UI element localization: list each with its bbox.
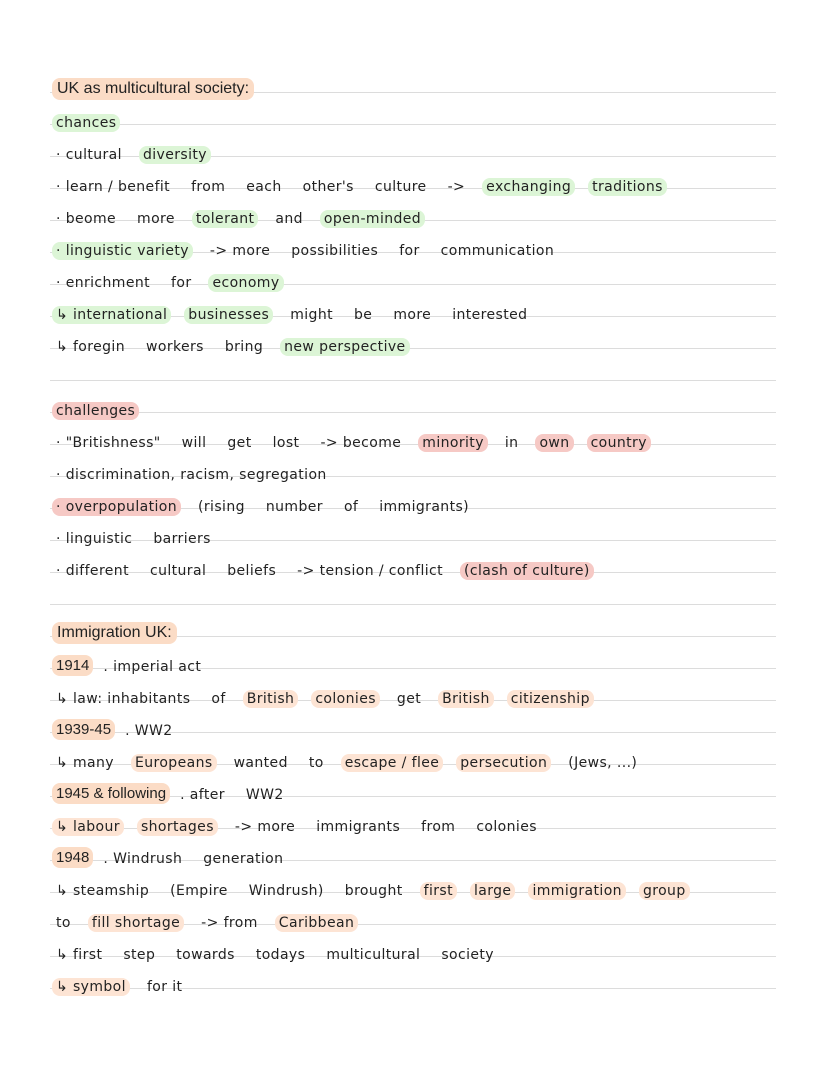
note-text: for <box>399 243 420 259</box>
note-text: wanted <box>233 755 288 771</box>
highlighted-text: open-minded <box>320 210 425 228</box>
note-text: (Jews, ...) <box>568 755 638 771</box>
note-text: . after <box>180 787 225 803</box>
highlighted-text: (clash of culture) <box>460 562 594 580</box>
note-text: ↳ many <box>56 755 114 771</box>
highlighted-text: tolerant <box>192 210 258 228</box>
note-line <box>52 550 788 582</box>
highlighted-text: immigration <box>528 882 626 900</box>
highlighted-text: businesses <box>184 306 273 324</box>
highlighted-text: economy <box>208 274 283 292</box>
note-text: in <box>504 435 519 451</box>
highlighted-text: Immigration UK: <box>52 622 177 644</box>
highlighted-text: colonies <box>311 690 380 708</box>
highlighted-text: · overpopulation <box>52 498 181 516</box>
note-text: to <box>308 755 324 771</box>
highlighted-text: Caribbean <box>275 914 358 932</box>
note-text: · learn / benefit <box>56 179 171 195</box>
note-text: . imperial act <box>103 659 202 675</box>
note-text: · discrimination, racism, segregation <box>56 467 327 483</box>
highlighted-text: British <box>438 690 494 708</box>
highlighted-text: 1914 <box>52 655 93 676</box>
note-line <box>52 678 788 710</box>
note-text: and <box>275 211 303 227</box>
note-text: · enrichment <box>56 275 151 291</box>
highlighted-text: · linguistic variety <box>52 242 193 260</box>
note-text: from <box>191 179 226 195</box>
note-line <box>52 230 788 262</box>
note-text: for it <box>146 979 183 995</box>
highlighted-text: ↳ international <box>52 306 171 324</box>
note-text: . Windrush <box>103 851 183 867</box>
note-text: barriers <box>153 531 211 547</box>
note-text: get <box>396 691 422 707</box>
note-text: more <box>137 211 175 227</box>
note-line <box>52 518 788 550</box>
highlighted-text: chances <box>52 114 120 132</box>
highlighted-text: escape / flee <box>341 754 444 772</box>
highlighted-text: minority <box>418 434 488 452</box>
note-text: -> tension / conflict <box>297 563 444 579</box>
note-text: -> <box>447 179 466 195</box>
note-text: possibilities <box>291 243 379 259</box>
note-text: will <box>181 435 207 451</box>
note-text: from <box>421 819 456 835</box>
note-text: immigrants) <box>379 499 470 515</box>
note-text: · beome <box>56 211 117 227</box>
note-line <box>52 454 788 486</box>
ruled-line <box>50 604 776 605</box>
note-text: of <box>343 499 359 515</box>
note-text: beliefs <box>227 563 277 579</box>
note-text: interested <box>452 307 528 323</box>
note-text: communication <box>440 243 555 259</box>
highlighted-text: fill shortage <box>88 914 184 932</box>
note-line <box>52 966 788 998</box>
heading-immigration <box>52 614 788 646</box>
note-text: ↳ law: inhabitants <box>56 691 191 707</box>
note-text: towards <box>176 947 235 963</box>
note-text: ↳ first <box>56 947 103 963</box>
note-line <box>52 262 788 294</box>
note-line <box>52 646 788 678</box>
note-line <box>52 294 788 326</box>
note-text: cultural <box>149 563 207 579</box>
note-text: more <box>393 307 432 323</box>
highlighted-text: traditions <box>588 178 667 196</box>
highlighted-text: 1945 & following <box>52 783 170 804</box>
note-text: -> from <box>201 915 258 931</box>
highlighted-text: 1948 <box>52 847 93 868</box>
highlighted-text: exchanging <box>482 178 575 196</box>
note-text: other's <box>302 179 354 195</box>
heading-chances <box>52 102 788 134</box>
note-text: step <box>123 947 156 963</box>
note-text: generation <box>203 851 284 867</box>
note-text: culture <box>374 179 427 195</box>
highlighted-text: citizenship <box>507 690 594 708</box>
note-text: multicultural <box>326 947 421 963</box>
highlighted-text: UK as multicultural society: <box>52 78 254 100</box>
highlighted-text: Europeans <box>131 754 217 772</box>
note-text: each <box>246 179 282 195</box>
note-text: immigrants <box>316 819 401 835</box>
note-line <box>52 486 788 518</box>
note-text: get <box>227 435 252 451</box>
highlighted-text: new perspective <box>280 338 409 356</box>
note-text: -> become <box>320 435 402 451</box>
note-line <box>52 742 788 774</box>
note-text: workers <box>146 339 204 355</box>
highlighted-text: 1939-45 <box>52 719 115 740</box>
note-line <box>52 806 788 838</box>
highlighted-text: first <box>420 882 457 900</box>
highlighted-text: own <box>535 434 573 452</box>
highlighted-text: country <box>587 434 651 452</box>
highlighted-text: diversity <box>139 146 211 164</box>
note-text: number <box>265 499 323 515</box>
note-text: society <box>441 947 494 963</box>
note-text: · cultural <box>56 147 122 163</box>
note-text: to <box>56 915 71 931</box>
note-line <box>52 902 788 934</box>
highlighted-text: British <box>243 690 299 708</box>
note-line <box>52 326 788 358</box>
note-line <box>52 134 788 166</box>
note-text: ↳ steamship <box>56 883 150 899</box>
note-text: · "Britishness" <box>56 435 161 451</box>
note-text: of <box>211 691 226 707</box>
note-line <box>52 710 788 742</box>
note-line <box>52 422 788 454</box>
highlighted-text: large <box>470 882 515 900</box>
note-line <box>52 198 788 230</box>
note-line <box>52 870 788 902</box>
highlighted-text: challenges <box>52 402 139 420</box>
note-text: (Empire <box>170 883 228 899</box>
heading-challenges <box>52 390 788 422</box>
note-text: ↳ foregin <box>56 339 125 355</box>
note-text: might <box>290 307 334 323</box>
note-text: bring <box>224 339 264 355</box>
note-line <box>52 774 788 806</box>
note-line <box>52 838 788 870</box>
highlighted-text: shortages <box>137 818 218 836</box>
highlighted-text: ↳ symbol <box>52 978 130 996</box>
note-text: (rising <box>198 499 245 515</box>
note-text: · different <box>56 563 129 579</box>
note-text: colonies <box>476 819 537 835</box>
note-text: Windrush) <box>248 883 324 899</box>
note-text: brought <box>344 883 403 899</box>
note-text: for <box>171 275 192 291</box>
heading-multicultural <box>52 70 788 102</box>
note-text: -> more <box>234 819 296 835</box>
note-text: · linguistic <box>56 531 133 547</box>
highlighted-text: group <box>639 882 690 900</box>
highlighted-text: persecution <box>456 754 551 772</box>
note-text: todays <box>255 947 306 963</box>
note-line <box>52 934 788 966</box>
highlighted-text: ↳ labour <box>52 818 124 836</box>
note-text: lost <box>272 435 300 451</box>
note-line <box>52 166 788 198</box>
note-text: -> more <box>209 243 271 259</box>
note-text: be <box>354 307 373 323</box>
ruled-line <box>50 380 776 381</box>
note-text: WW2 <box>245 787 284 803</box>
note-text: . WW2 <box>125 723 173 739</box>
